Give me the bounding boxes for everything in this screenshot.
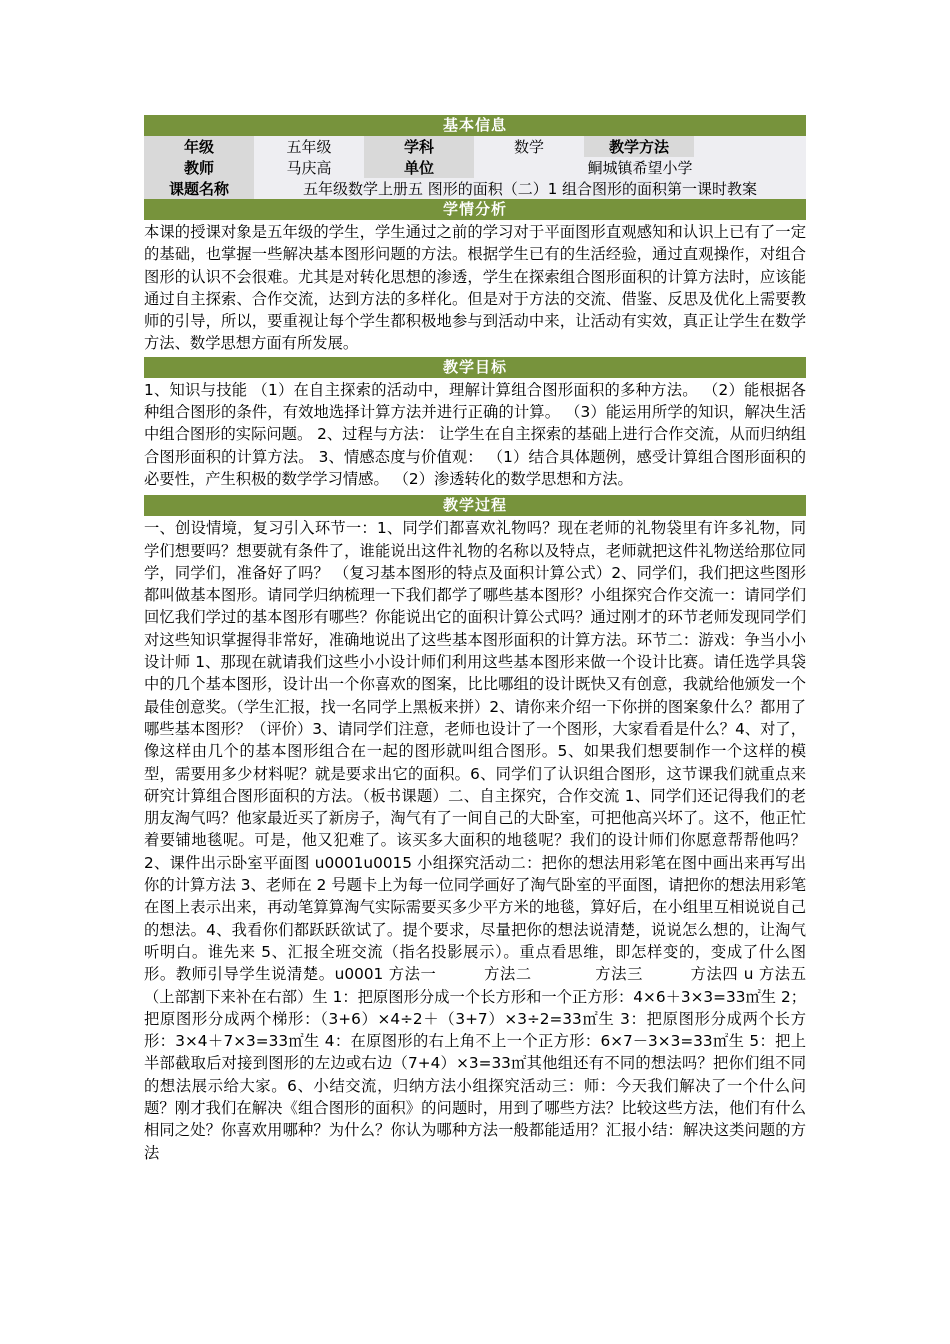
- section-header-basic-info: 基本信息: [144, 115, 806, 136]
- teacher-label: 教师: [144, 157, 254, 178]
- section-header-process: 教学过程: [144, 495, 806, 516]
- basic-info-table: [144, 136, 806, 199]
- course-value: 五年级数学上册五 图形的面积（二）1 组合图形的面积第一课时教案: [254, 178, 806, 199]
- section-header-objectives: 教学目标: [144, 357, 806, 378]
- lesson-plan-document: [144, 115, 806, 1166]
- method-label: 教学方法: [584, 136, 694, 157]
- objectives-text: 1、知识与技能 （1）在自主探索的活动中，理解计算组合图形面积的多种方法。 （2）能根据各种组合图形的条件，有效地选择计算方法并进行正确的计算。 （3）能运用所学的知识，解决生活中组合图形的实际问题。 2、过程与方法： 让学生在自主探索的基础上进行合作交流，从而归纳组合图形面积的计算方法。 3、情感态度与价值观： （1）结合具体题例，感受计算组合图形面积的必要性，产生积极的数学学习情感。 （2）渗透转化的数学思想和方法。: [144, 380, 806, 488]
- info-row-3: [144, 178, 806, 199]
- subject-value: 数学: [474, 136, 584, 157]
- section-header-learner-analysis: 学情分析: [144, 199, 806, 220]
- unit-value: 鲖城镇希望小学: [474, 157, 806, 178]
- subject-label: 学科: [364, 136, 474, 157]
- grade-label: 年级: [144, 136, 254, 157]
- info-row-2: [144, 157, 806, 178]
- learner-analysis-text: 本课的授课对象是五年级的学生，学生通过之前的学习对于平面图形直观感知和认识上已有了一定的基础，也掌握一些解决基本图形问题的方法。根据学生已有的生活经验，通过直观操作，对组合图形的认识不会很难。尤其是对转化思想的渗透，学生在探索组合图形面积的计算方法时，应该能通过自主探索、合作交流，达到方法的多样化。但是对于方法的交流、借鉴、反思及优化上需要教师的引导，所以，要重视让每个学生都积极地参与到活动中来，让活动有实效，真正让学生在数学方法、数学思想方面有所发展。: [144, 223, 806, 353]
- unit-label: 单位: [364, 157, 474, 178]
- grade-value: 五年级: [254, 136, 364, 157]
- method-value: [694, 136, 806, 157]
- course-label: 课题名称: [144, 178, 254, 199]
- info-row-1: [144, 136, 806, 157]
- teacher-value: 马庆高: [254, 157, 364, 178]
- process-text: 一、创设情境，复习引入环节一：1、同学们都喜欢礼物吗？现在老师的礼物袋里有许多礼物，同学们想要吗？想要就有条件了，谁能说出这件礼物的名称以及特点，老师就把这件礼物送给那位同学，同学们，准备好了吗？ （复习基本图形的特点及面积计算公式）2、同学们，我们把这些图形都叫做基本图形。请同学归纳梳理一下我们都学了哪些基本图形？小组探究合作交流一：请同学们回忆我们学过的基本图形有哪些？你能说出它的面积计算公式吗？通过刚才的环节老师发现同学们对这些知识掌握得非常好，准确地说出了这些基本图形面积的计算方法。环节二：游戏：争当小小设计师 1、那现在就请我们这些小小设计师们利用这些基本图形来做一个设计比赛。请任选学具袋中的几个基本图形，设计出一个你喜欢的图案，比比哪组的设计既快又有创意，我就给他颁发一个最佳创意奖。（学生汇报，找一名同学上黑板来拼）2、请你来介绍一下你拼的图案象什么？都用了哪些基本图形？（评价）3、请同学们注意，老师也设计了一个图形，大家看看是什么？4、对了，像这样由几个的基本图形组合在一起的图形就叫组合图形。5、如果我们想要制作一个这样的模型，需要用多少材料呢？就是要求出它的面积。6、同学们了认识组合图形，这节课我们就重点来研究计算组合图形面积的方法。（板书课题）二、自主探究，合作交流 1、同学们还记得我们的老朋友淘气吗？他家最近买了新房子，淘气有了一间自己的大卧室，可把他高兴坏了。这不，他正忙着要铺地毯呢。可是，他又犯难了。该买多大面积的地毯呢？我们的设计师们你愿意帮帮他吗？ 2、课件出示卧室平面图 u0001u0015 小组探究活动二：把你的想法用彩笔在图中画出来再写出你的计算方法 3、老师在 2 号题卡上为每一位同学画好了淘气卧室的平面图，请把你的想法用彩笔在图上表示出来，再动笔算算淘气实际需要买多少平方米的地毯，算好后，在小组里互相说说自己的想法。4、我看你们都跃跃欲试了。提个要求，尽量把你的想法说清楚，说说怎么想的，让淘气听明白。谁先来 5、汇报全班交流（指名投影展示）。重点看思维，即怎样变的，变成了什么图形。教师引导学生说清楚。u0001 方法一 方法二 方法三 方法四 u 方法五（上部割下来补在右部）生 1：把原图形分成一个长方形和一个正方形：4×6＋3×3=33㎡生 2；把原图形分成两个梯形：（3+6）×4÷2＋（3+7）×3÷2=33㎡生 3：把原图形分成两个长方形：3×4＋7×3=33㎡生 4：在原图形的右上角不上一个正方形：6×7－3×3=33㎡生 5：把上半部截取后对接到图形的左边或右边（7+4）×3=33㎡其他组还有不同的想法吗？把你们组不同的想法展示给大家。6、小结交流，归纳方法小组探究活动三：师：今天我们解决了一个什么问题？刚才我们在解决《组合图形的面积》的问题时，用到了哪些方法？比较这些方法，他们有什么相同之处？你喜欢用哪种？为什么？你认为哪种方法一般都能适用？汇报小结：解决这类问题的方法: [144, 519, 806, 1162]
